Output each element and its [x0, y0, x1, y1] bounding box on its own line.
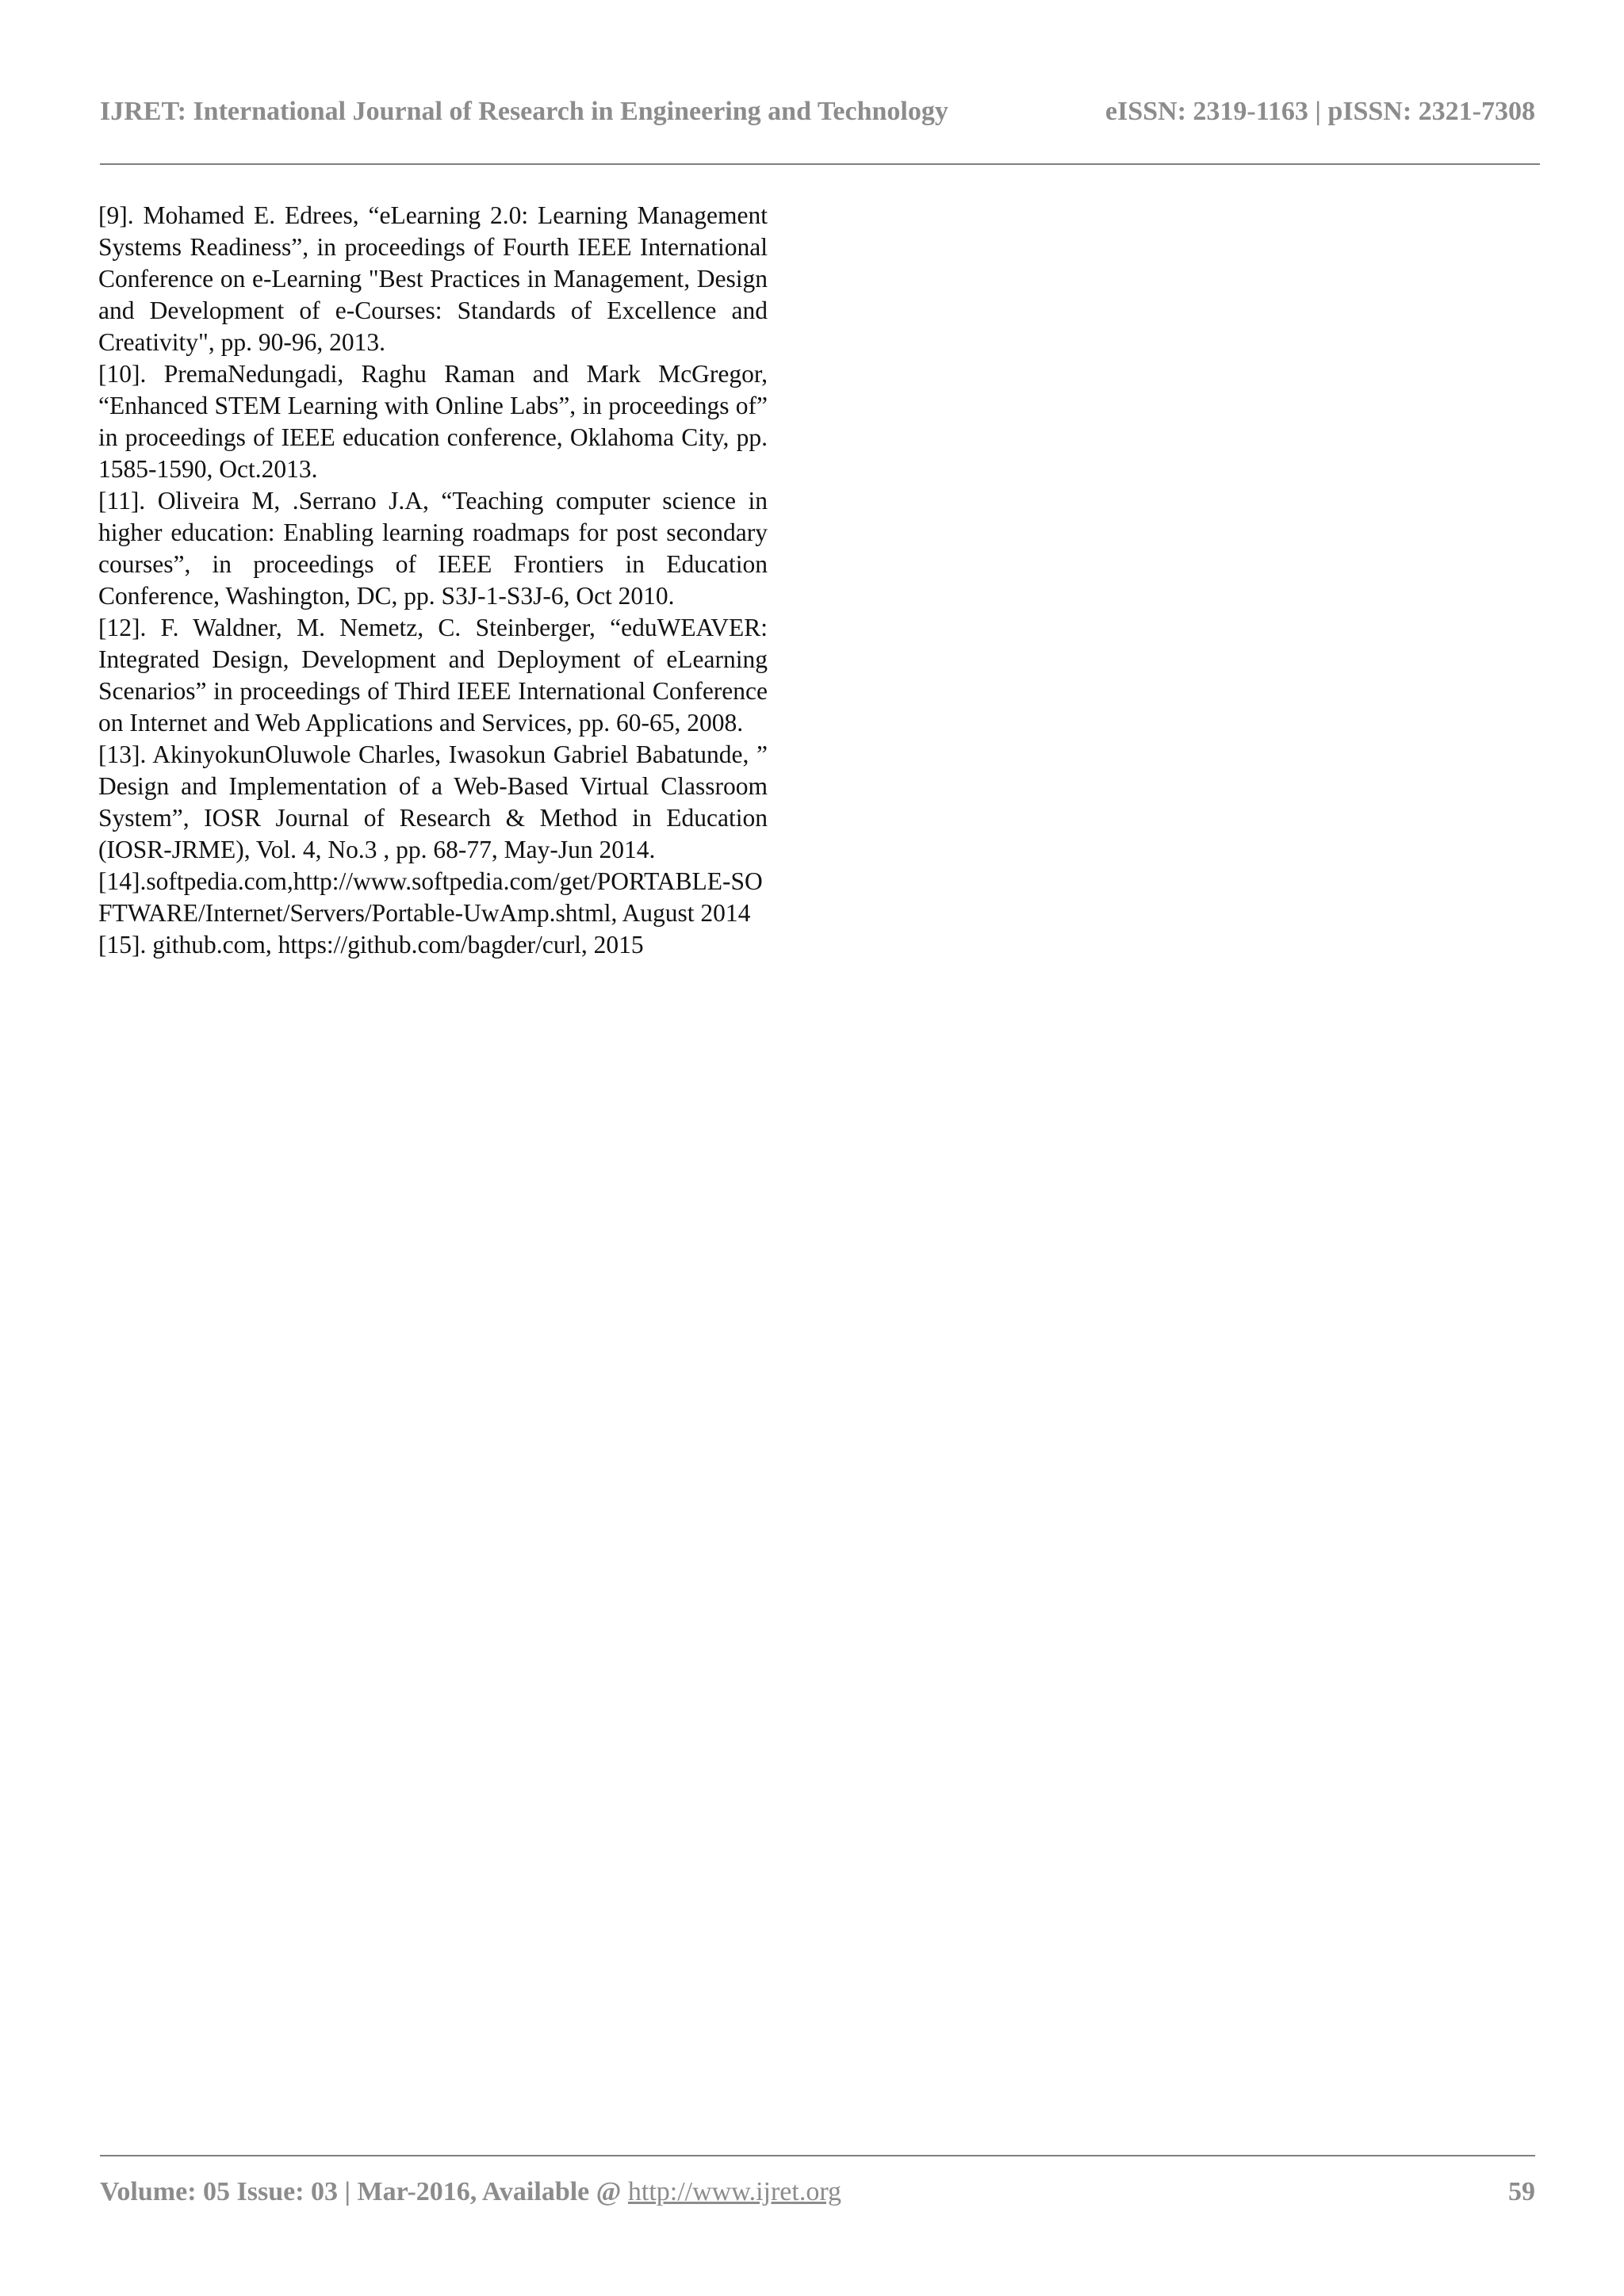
- reference-item-9: [9]. Mohamed E. Edrees, “eLearning 2.0: Learning Management Systems Readiness”, in proceedings of Fourth IEEE International Conference on e-Learning "Best Practices in Management, Design and Development of e-Courses: Standards of Excellence and Creativity", pp. 90-96, 2013.: [98, 201, 768, 356]
- journal-title: IJRET: International Journal of Research in Engineering and Technology: [100, 97, 948, 126]
- reference-item-13: [13]. AkinyokunOluwole Charles, Iwasokun Gabriel Babatunde, ” Design and Implementation of a Web-Based Virtual Classroom System”, IOSR Journal of Research & Method in Education (IOSR-JRME), Vol. 4, No.3 , pp. 68-77, May-Jun 2014.: [98, 740, 768, 863]
- reference-item-10: [10]. PremaNedungadi, Raghu Raman and Mark McGregor, “Enhanced STEM Learning with Online Labs”, in proceedings of” in proceedings of IEEE education conference, Oklahoma City, pp. 1585-1590, Oct.2013.: [98, 360, 768, 483]
- footer-volume-info: [100, 2177, 841, 2207]
- page-number: 59: [1508, 2177, 1535, 2206]
- reference-item-15: [15]. github.com, https://github.com/bagder/curl, 2015: [98, 931, 644, 959]
- reference-item-12: [12]. F. Waldner, M. Nemetz, C. Steinberger, “eduWEAVER: Integrated Design, Development and Deployment of eLearning Scenarios” in proceedings of Third IEEE International Conference on Internet and Web Applications and Services, pp. 60-65, 2008.: [98, 614, 768, 737]
- reference-list: [98, 200, 768, 961]
- journal-website-link[interactable]: http://www.ijret.org: [627, 2177, 842, 2206]
- header-divider: [100, 163, 1540, 165]
- page-footer: [100, 2177, 1535, 2207]
- page-header: [100, 97, 1535, 136]
- issn-info: eISSN: 2319-1163 | pISSN: 2321-7308: [1105, 97, 1535, 126]
- footer-divider: [100, 2155, 1535, 2156]
- reference-item-14: [14].softpedia.com,http://www.softpedia.com/get/PORTABLE-SOFTWARE/Internet/Servers/Portable-UwAmp.shtml, August 2014: [98, 867, 763, 927]
- footer-volume-text: Volume: 05 Issue: 03 | Mar-2016, Available @: [100, 2177, 628, 2206]
- reference-item-11: [11]. Oliveira M, .Serrano J.A, “Teaching computer science in higher education: Enabling learning roadmaps for post secondary courses”, in proceedings of IEEE Frontiers in Education Conference, Washington, DC, pp. S3J-1-S3J-6, Oct 2010.: [98, 487, 768, 610]
